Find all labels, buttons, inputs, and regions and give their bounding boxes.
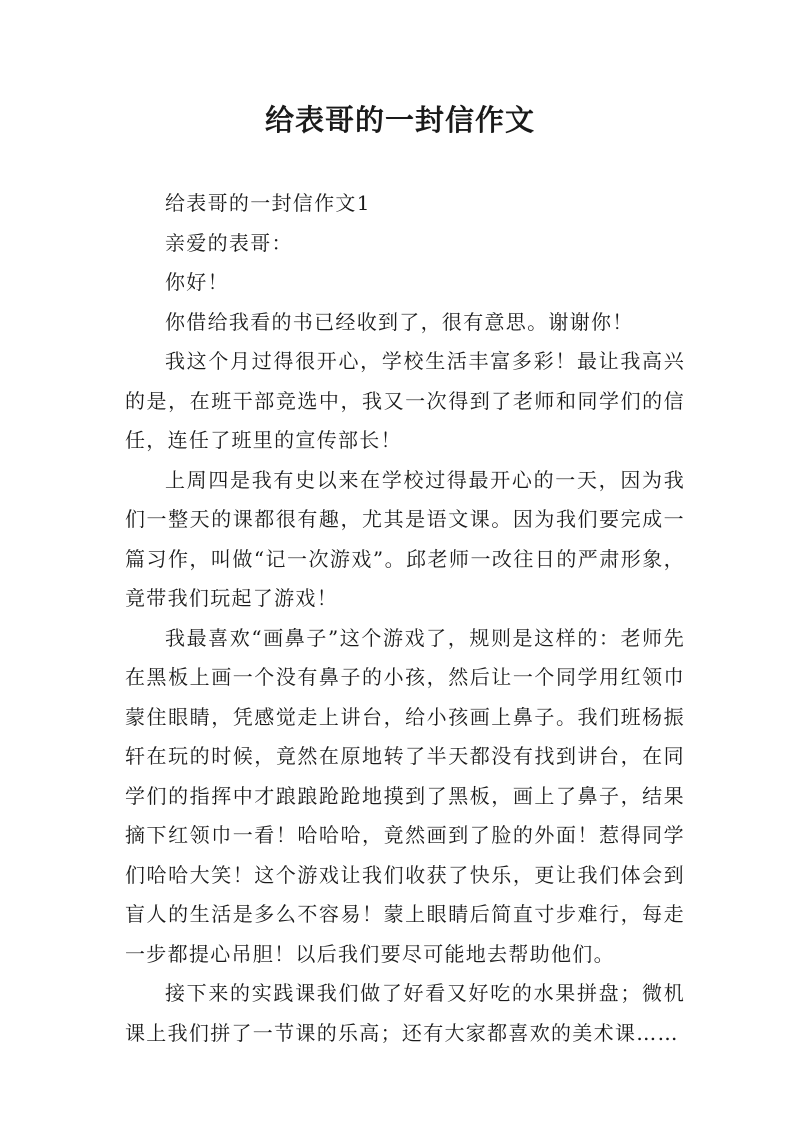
document-body xyxy=(125,184,685,1053)
paragraph: 上周四是我有史以来在学校过得最开心的一天，因为我们一整天的课都很有趣，尤其是语文课。因为我们要完成一篇习作，叫做“记一次游戏”。邱老师一改往日的严肃形象，竟带我们玩起了游戏！ xyxy=(125,467,685,610)
paragraph-heading: 给表哥的一封信作文1 xyxy=(165,191,371,215)
paragraph: 接下来的实践课我们做了好看又好吃的水果拼盘；微机课上我们拼了一节课的乐高；还有大家都喜欢的美术课…… xyxy=(125,981,685,1045)
paragraph: 你借给我看的书已经收到了，很有意思。谢谢你！ xyxy=(165,309,634,334)
paragraph-salutation: 亲爱的表哥： xyxy=(165,230,293,255)
document-title: 给表哥的一封信作文 xyxy=(264,103,535,137)
paragraph-greeting: 你好！ xyxy=(165,270,229,294)
paragraph: 我最喜欢“画鼻子”这个游戏了，规则是这样的：老师先在黑板上画一个没有鼻子的小孩，然后让一个同学用红领巾蒙住眼睛，凭感觉走上讲台，给小孩画上鼻子。我们班杨振轩在玩的时候，竟然在原地转了半天都没有找到讲台，在同学们的指挥中才踉踉跄跄地摸到了黑板，画上了鼻子，结果摘下红领巾一看！哈哈哈，竟然画到了脸的外面！惹得同学们哈哈大笑！这个游戏让我们收获了快乐，更让我们体会到盲人的生活是多么不容易！蒙上眼睛后简直寸步难行，每走一步都提心吊胆！以后我们要尽可能地去帮助他们。 xyxy=(125,625,685,966)
paragraph: 我这个月过得很开心，学校生活丰富多彩！最让我高兴的是，在班干部竞选中，我又一次得到了老师和同学们的信任，连任了班里的宣传部长！ xyxy=(125,349,685,452)
